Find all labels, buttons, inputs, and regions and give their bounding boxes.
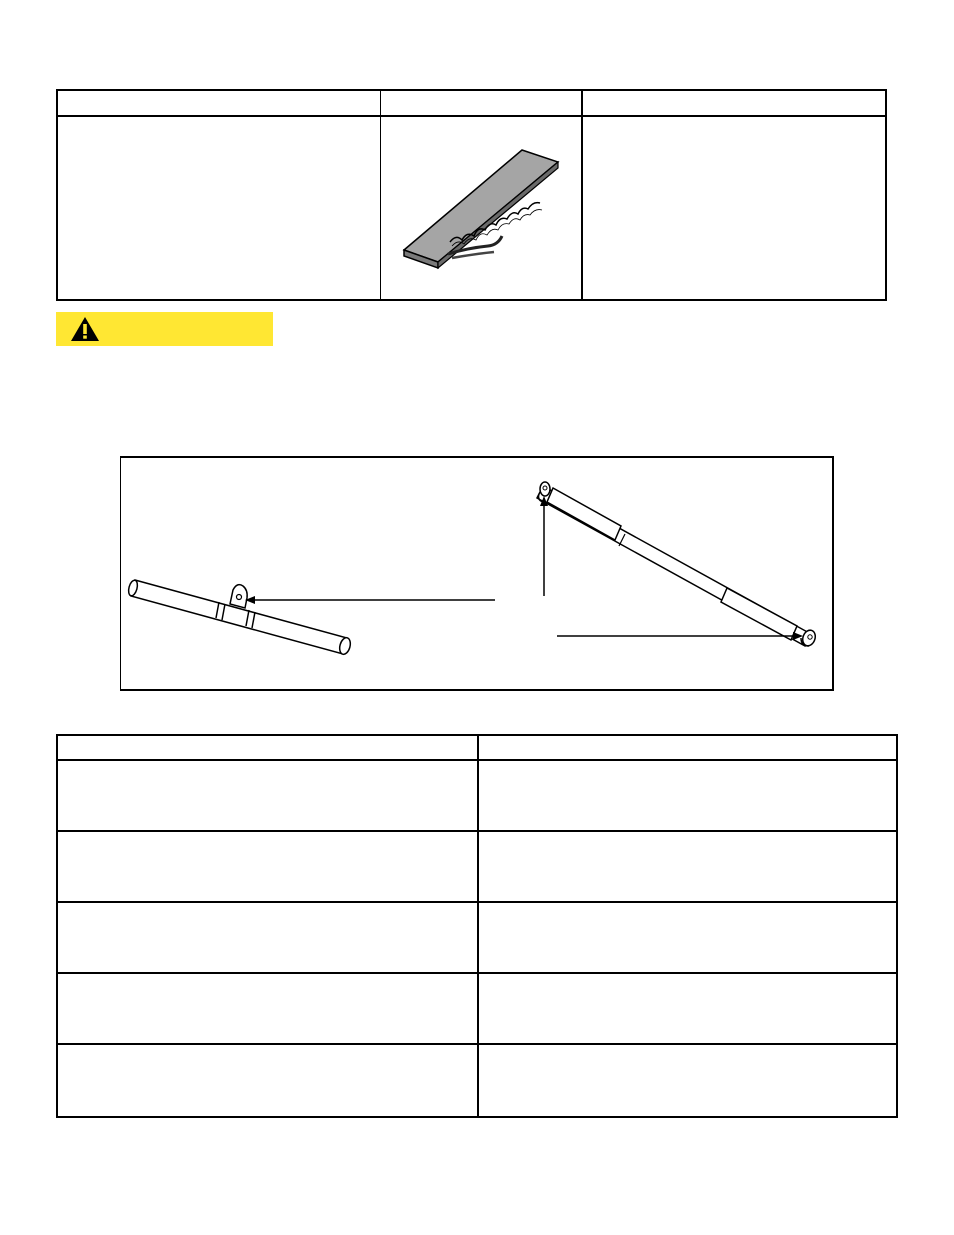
frayed-cable-illustration (398, 146, 564, 272)
caution-banner (56, 312, 273, 346)
pulley-bar-with-center-clip (127, 579, 495, 655)
figure-illustration (121, 458, 832, 689)
lat-bar-with-end-clips (537, 482, 817, 648)
warning-triangle-icon (70, 316, 100, 342)
